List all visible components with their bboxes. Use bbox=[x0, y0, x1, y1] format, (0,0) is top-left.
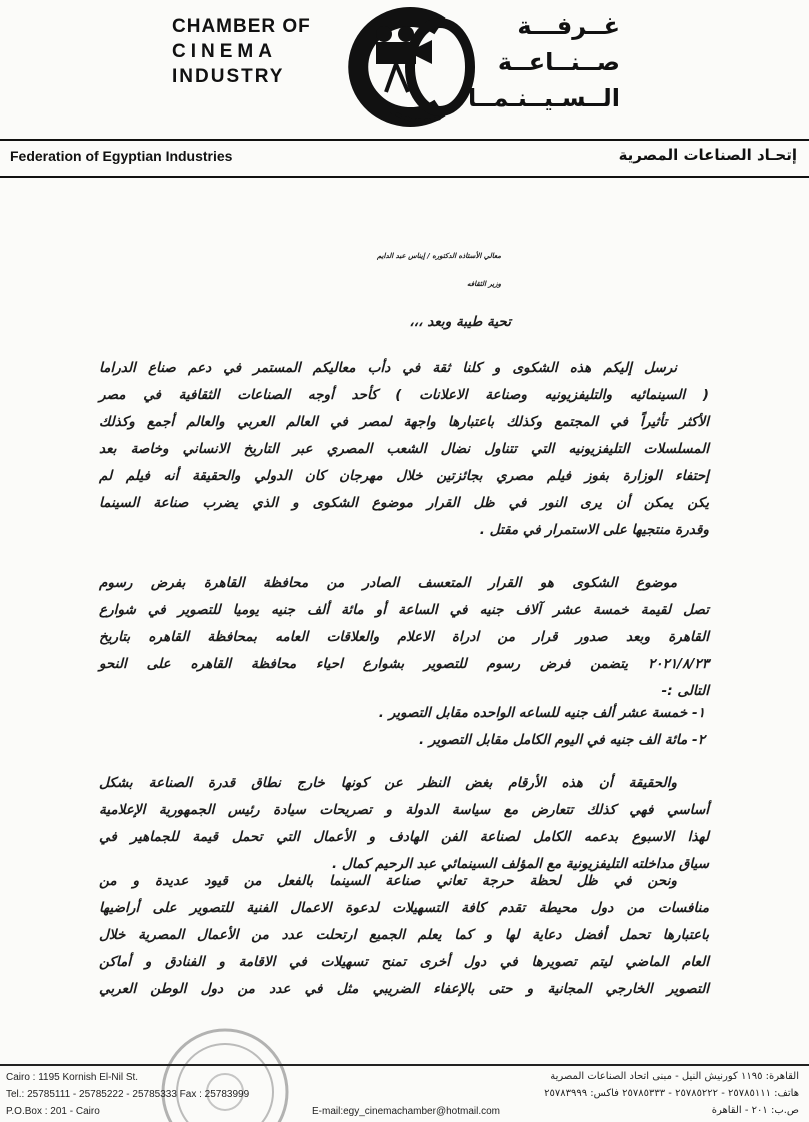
footer-phones-ar: هاتف: ٢٥٧٨٥١١١ - ٢٥٧٨٥٢٢٢ - ٢٥٧٨٥٣٣٣ فاكس: ٢٥٧٨٣٩٩٩ bbox=[544, 1088, 799, 1099]
footer-divider bbox=[0, 1064, 809, 1066]
letterhead-line-3: INDUSTRY bbox=[172, 66, 285, 87]
paragraph-line: العام الماضي ليتم تصويرها في دول أخرى تمنح تسهيلات في الاقامة و الفنادق و أماكن bbox=[99, 954, 709, 970]
letterhead-name-ar bbox=[468, 8, 620, 116]
federation-name-ar: إتحـاد الصناعات المصرية bbox=[618, 146, 797, 164]
paragraph-line: الأكثر تأثيراً في المجتمع وكذلك باعتبارها واجهة لمصر في العالم العربي والعالم أجمع وكذلك bbox=[99, 414, 709, 430]
footer-address-en: Cairo : 1195 Kornish El-Nil St. bbox=[6, 1072, 139, 1083]
addressee-line: وزير الثقافه bbox=[467, 280, 501, 288]
letterhead-ar-line-2: صــنــاعــة bbox=[497, 48, 620, 76]
addressee-line: معالي الأستاذه الدكتوره / إيناس عبد الدايم bbox=[376, 252, 501, 260]
list-item: ١- خمسة عشر ألف جنيه للساعه الواحده مقابل التصوير . bbox=[378, 705, 705, 721]
footer-email: E-mail:egy_cinemachamber@hotmail.com bbox=[312, 1106, 500, 1117]
letterhead-line-1: CHAMBER OF bbox=[172, 16, 311, 37]
paragraph-line: أساسي فهي كذلك تتعارض مع سياسة الدولة و تصريحات سيادة رئيس الجمهورية الإعلامية bbox=[99, 802, 709, 818]
paragraph-line: القاهرة وبعد صدور قرار من ادراة الاعلام والعلاقات العامه بمحافظة القاهره بتاريخ bbox=[99, 629, 709, 645]
paragraph-3 bbox=[99, 770, 709, 878]
letterhead-ar-line-1: غــرفـــة bbox=[517, 12, 620, 40]
paragraph-line: التصوير الخارجي المجانية و حتى بالإعفاء الضريبي مثل في عدد من دول الوطن العربي bbox=[99, 981, 709, 997]
header-divider-bottom bbox=[0, 176, 809, 178]
addressee-block bbox=[81, 242, 501, 298]
paragraph-line: لهذا الاسبوع بدعمه الكامل لصناعة الفن الهادف و الأعمال التي تحمل قيمة للجماهير في bbox=[99, 829, 709, 845]
footer-phones-en: Tel.: 25785111 - 25785222 - 25785333 Fax : 25783999 bbox=[6, 1089, 250, 1100]
paragraph-line: يكن يمكن أن يرى النور في ظل القرار موضوع الشكوى و الذي يضرب صناعة السينما bbox=[99, 495, 709, 511]
federation-name-en: Federation of Egyptian Industries bbox=[10, 148, 233, 164]
letterhead-line-2: CINEMA bbox=[172, 41, 277, 62]
paragraph-line: موضوع الشكوى هو القرار المتعسف الصادر من محافظة القاهرة بفرض رسوم bbox=[99, 575, 677, 591]
chamber-logo-icon bbox=[328, 6, 478, 128]
paragraph-line: سياق مداخلته التليفزيونية مع المؤلف السينمائي عبد الرحيم كمال . bbox=[332, 856, 709, 872]
paragraph-line: نرسل إليكم هذه الشكوى و كلنا ثقة في دأب معاليكم المستمر في دعم صناع الدراما bbox=[99, 360, 677, 376]
footer-address-ar: القاهرة: ١١٩٥ كورنيش النيل - مبنى اتحاد الصناعات المصرية bbox=[550, 1071, 799, 1082]
paragraph-line: التالى :- bbox=[661, 683, 709, 699]
paragraph-2 bbox=[99, 570, 709, 705]
paragraph-line: ( السينمائيه والتليفزيونيه وصناعة الاعلانات ) كأحد أوجه الصناعات الثقافية في مصر bbox=[99, 387, 709, 403]
fee-list bbox=[99, 700, 709, 754]
paragraph-line: تصل لقيمة خمسة عشر آلاف جنيه في الساعة أو مائة ألف جنيه يوميا للتصوير في شوارع bbox=[99, 602, 709, 618]
paragraph-line: والحقيقة أن هذه الأرقام بغض النظر عن كونها خارج نطاق قدرة الصناعة بشكل bbox=[99, 775, 677, 791]
paragraph-line: باعتبارها تحمل أفضل دعاية لها و كما يعلم الجميع ارتحلت عدد من الأعمال المصرية خلال bbox=[99, 927, 709, 943]
paragraph-line: إحتفاء الوزارة بفوز فيلم مصري بجائزتين خلال مهرجان كان الدولي والحقيقة أنه فيلم لم bbox=[99, 468, 709, 484]
letterhead-ar-line-3: الــسـيــنـمــا bbox=[468, 84, 620, 112]
paragraph-1 bbox=[99, 355, 709, 544]
paragraph-4 bbox=[99, 868, 709, 1003]
footer-pobox-en: P.O.Box : 201 - Cairo bbox=[6, 1106, 100, 1117]
paragraph-line: ونحن في ظل لحظة حرجة تعاني صناعة السينما بالفعل من قيود عديدة و من bbox=[99, 873, 677, 889]
official-stamp-icon bbox=[150, 1012, 300, 1122]
footer-pobox-ar: ص.ب: ٢٠١ - القاهرة bbox=[711, 1105, 799, 1116]
greeting: تحية طيبة وبعد ،،، bbox=[409, 314, 511, 330]
paragraph-line: وقدرة منتجيها على الاستمرار في مقتل . bbox=[479, 522, 709, 538]
header-divider-top bbox=[0, 139, 809, 141]
paragraph-line: ٢٠٢١/٨/٢٣ يتضمن فرض رسوم للتصوير بشوارع احياء محافظة القاهره على النحو bbox=[99, 656, 709, 672]
paragraph-line: المسلسلات التليفزيونيه التي تتناول نضال الشعب المصري عبر التاريخ الانساني وخاصة بعد bbox=[99, 441, 709, 457]
paragraph-line: منافسات من دول محيطة تقدم كافة التسهيلات لدعوة الاعمال الفنية للتصوير على أراضيها bbox=[99, 900, 709, 916]
list-item: ٢- مائة الف جنيه في اليوم الكامل مقابل التصوير . bbox=[418, 732, 705, 748]
letterhead-name-en bbox=[172, 14, 312, 89]
